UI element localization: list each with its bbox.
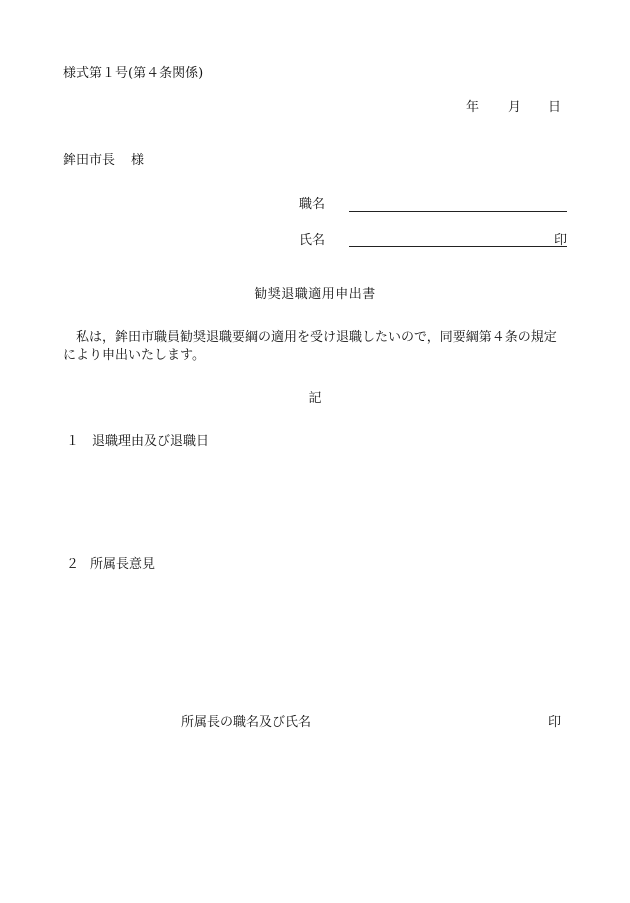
item-number: １: [66, 434, 80, 449]
name-label: 氏名: [299, 233, 326, 248]
supervisor-seal-mark: 印: [548, 715, 562, 730]
form-number: 様式第１号(第４条関係): [63, 66, 204, 81]
document-title: 勧奨退職適用申出書: [254, 287, 376, 302]
addressee-honorific: 様: [131, 153, 145, 168]
date-line: [466, 101, 566, 115]
date-year-label: 年: [466, 100, 480, 115]
addressee-name: 鉾田市長: [63, 153, 116, 168]
ki-heading: 記: [308, 391, 322, 406]
date-month-label: 月: [508, 100, 522, 115]
applicant-seal-mark: 印: [554, 233, 568, 248]
item-supervisor-opinion: [66, 558, 155, 571]
position-input-line[interactable]: [349, 211, 567, 212]
item-label: 所属長意見: [90, 557, 156, 572]
supervisor-name-label: 所属長の職名及び氏名: [181, 715, 312, 730]
item-label: 退職理由及び退職日: [92, 434, 210, 449]
body-paragraph: 私は，鉾田市職員勧奨退職要綱の適用を受け退職したいので，同要綱第４条の規定により申出いたします。: [63, 330, 557, 363]
addressee: [63, 154, 144, 167]
item-retirement-reason: [66, 435, 209, 448]
date-day-label: 日: [548, 100, 562, 115]
position-label: 職名: [299, 197, 326, 212]
name-input-line[interactable]: [349, 246, 567, 247]
item-number: ２: [66, 557, 80, 572]
